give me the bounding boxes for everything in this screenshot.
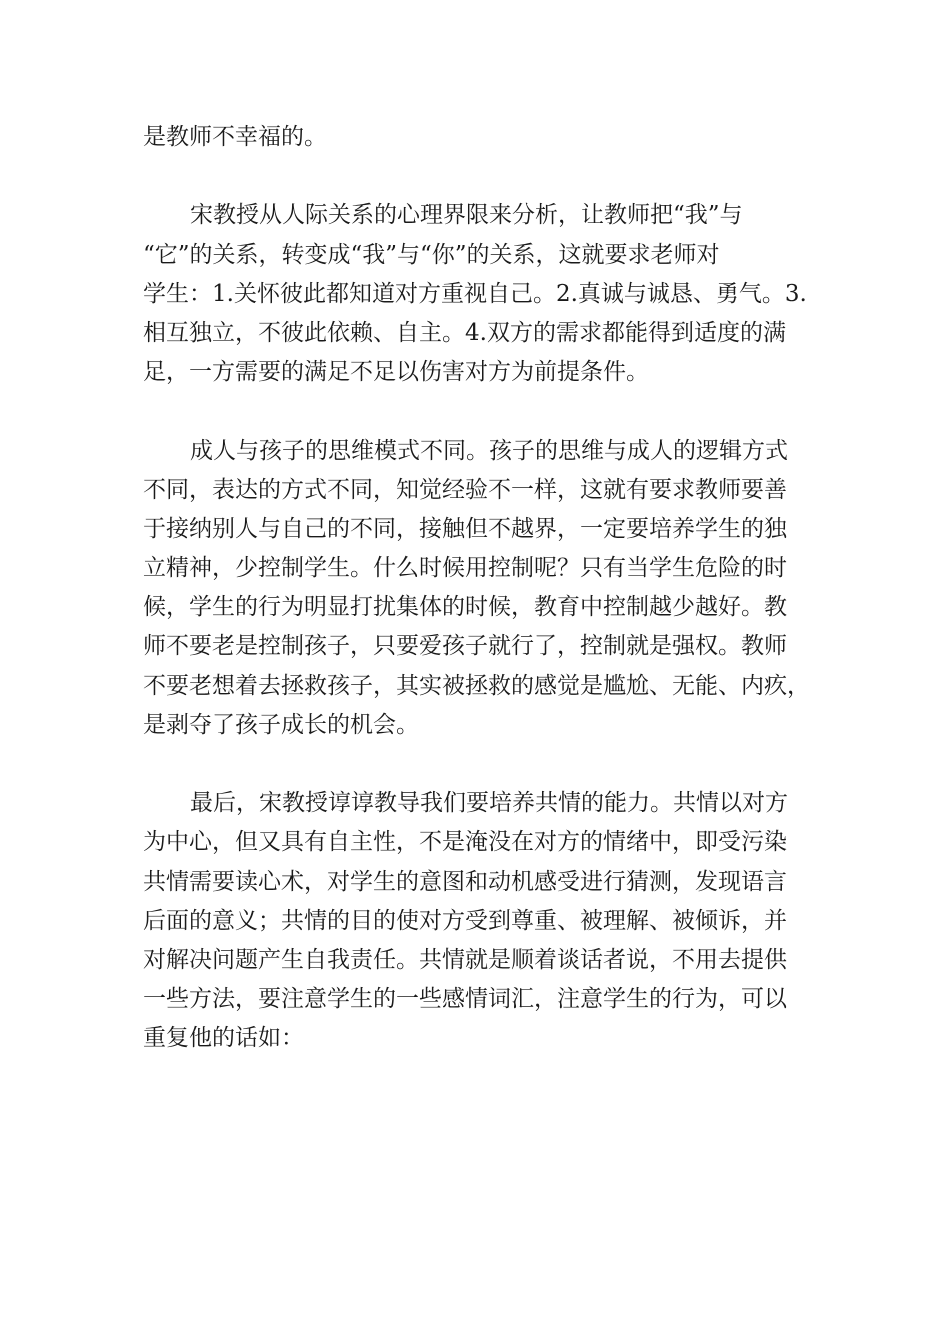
text-line: 师不要老是控制孩子，只要爱孩子就行了，控制就是强权。教师 [143,633,787,660]
text-line: 重复他的话如： [143,1025,304,1052]
text-line: 一些方法，要注意学生的一些感情词汇，注意学生的行为，可以 [143,986,787,1013]
text-line: 是教师不幸福的。 [143,124,327,150]
text-line: 学生：1.关怀彼此都知道对方重视自己。2.真诚与诚恳、勇气。3. [143,280,807,307]
text-line: 共情需要读心术，对学生的意图和动机感受进行猜测，发现语言 [143,868,787,895]
text-line: 为中心，但又具有自主性，不是淹没在对方的情绪中，即受污染 [143,829,787,856]
paragraph-gap [143,392,818,431]
paragraph-1 [143,118,818,157]
text-line: 不要老想着去拯救孩子，其实被拯救的感觉是尴尬、无能、内疚， [143,672,810,699]
paragraph-2 [143,196,818,392]
text-line: “它”的关系，转变成“我”与“你”的关系，这就要求老师对 [143,241,720,268]
text-line: 后面的意义；共情的目的使对方受到尊重、被理解、被倾诉，并 [143,907,787,934]
text-line: 不同，表达的方式不同，知觉经验不一样，这就有要求教师要善 [143,476,787,503]
text-line: 足，一方需要的满足不足以伤害对方为前提条件。 [143,359,649,386]
paragraph-gap [143,745,818,784]
text-line: 宋教授从人际关系的心理界限来分析，让教师把“我”与 [190,202,743,229]
paragraph-4 [143,784,818,1058]
text-line: 成人与孩子的思维模式不同。孩子的思维与成人的逻辑方式 [190,437,788,464]
text-line: 于接纳别人与自己的不同，接触但不越界，一定要培养学生的独 [143,515,787,542]
document-body [143,118,818,1059]
text-line: 最后，宋教授谆谆教导我们要培养共情的能力。共情以对方 [190,790,788,817]
paragraph-gap [143,157,818,196]
text-line: 对解决问题产生自我责任。共情就是顺着谈话者说，不用去提供 [143,946,787,973]
text-line: 相互独立，不彼此依赖、自主。4.双方的需求都能得到适度的满 [143,319,786,346]
paragraph-3 [143,432,818,746]
text-line: 是剥夺了孩子成长的机会。 [143,711,419,738]
text-line: 立精神，少控制学生。什么时候用控制呢？只有当学生危险的时 [143,555,787,582]
text-line: 候，学生的行为明显打扰集体的时候，教育中控制越少越好。教 [143,594,787,621]
